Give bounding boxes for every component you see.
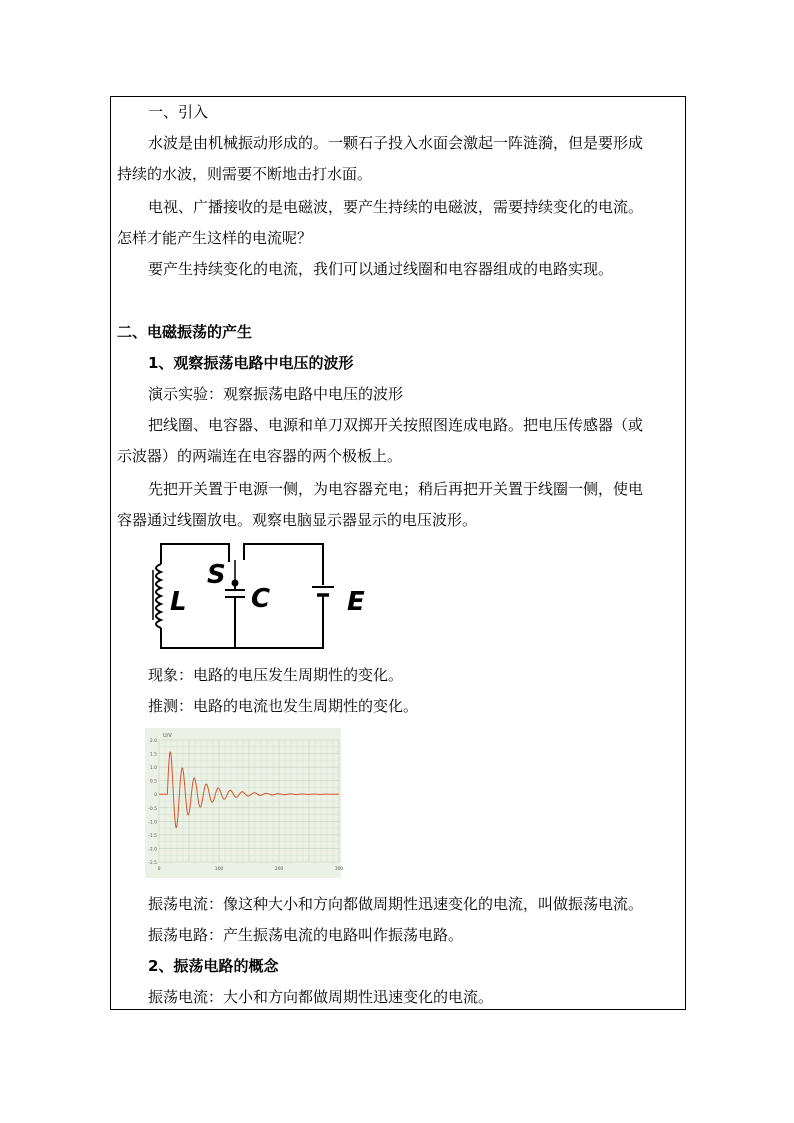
x-tick-label: 300 <box>334 867 344 872</box>
intro-paragraph-1-cont: 持续的水波，则需要不断地击打水面。 <box>117 165 373 183</box>
subsection-1-heading: 1、观察振荡电路中电压的波形 <box>148 354 354 372</box>
intro-paragraph-1: 水波是由机械振动形成的。一颗石子投入水面会激起一阵涟漪，但是要形成 <box>148 134 644 152</box>
definition-oscillating-current-2: 振荡电流：大小和方向都做周期性迅速变化的电流。 <box>148 988 494 1006</box>
section-2-heading: 二、电磁振荡的产生 <box>117 323 253 341</box>
label-E: E <box>347 587 365 617</box>
subsection-2-heading: 2、振荡电路的概念 <box>148 957 279 975</box>
y-tick-label: -2.0 <box>148 847 157 853</box>
demo-paragraph-2-cont: 容器通过线圈放电。观察电脑显示器显示的电压波形。 <box>117 511 478 529</box>
phenomenon-text: 现象：电路的电压发生周期性的变化。 <box>148 666 404 684</box>
intro-paragraph-2-cont: 怎样才能产生这样的电流呢？ <box>117 229 313 247</box>
definition-oscillating-circuit: 振荡电路：产生振荡电流的电路叫作振荡电路。 <box>148 926 464 944</box>
demo-paragraph-1-cont: 示波器）的两端连在电容器的两个极板上。 <box>117 447 403 465</box>
y-tick-label: 1.5 <box>149 752 157 758</box>
chart-svg <box>145 728 344 878</box>
intro-paragraph-3: 要产生持续变化的电流，我们可以通过线圈和电容器组成的电路实现。 <box>148 260 614 278</box>
y-tick-label: -0.5 <box>148 806 157 812</box>
intro-paragraph-2: 电视、广播接收的是电磁波，要产生持续的电磁波，需要持续变化的电流。 <box>148 198 644 216</box>
definition-oscillating-current: 振荡电流：像这种大小和方向都做周期性迅速变化的电流，叫做振荡电流。 <box>148 895 644 913</box>
label-L: L <box>170 587 187 617</box>
lc-circuit-diagram <box>140 540 370 660</box>
x-tick-label: 200 <box>274 867 284 872</box>
label-S: S <box>207 560 226 590</box>
y-tick-label: 2.0 <box>149 739 157 744</box>
demo-paragraph-2: 先把开关置于电源一侧，为电容器充电；稍后再把开关置于线圈一侧，使电 <box>148 480 644 498</box>
y-tick-label: 0.5 <box>149 779 157 785</box>
demo-title: 演示实验：观察振荡电路中电压的波形 <box>148 385 404 403</box>
y-tick-label: -1.5 <box>148 833 157 839</box>
voltage-waveform-chart <box>145 728 344 878</box>
y-tick-label: -2.5 <box>148 861 157 866</box>
label-C: C <box>251 584 271 614</box>
y-axis-label: U/V <box>163 733 172 739</box>
x-tick-label: 100 <box>214 867 224 872</box>
y-tick-label: 1.0 <box>149 766 157 772</box>
y-tick-label: 0 <box>154 793 157 799</box>
inference-text: 推测：电路的电流也发生周期性的变化。 <box>148 697 419 715</box>
demo-paragraph-1: 把线圈、电容器、电源和单刀双掷开关按照图连成电路。把电压传感器（或 <box>148 416 644 434</box>
x-tick-label: 0 <box>157 867 161 872</box>
intro-heading: 一、引入 <box>148 103 209 121</box>
y-tick-label: -1.0 <box>148 820 157 826</box>
